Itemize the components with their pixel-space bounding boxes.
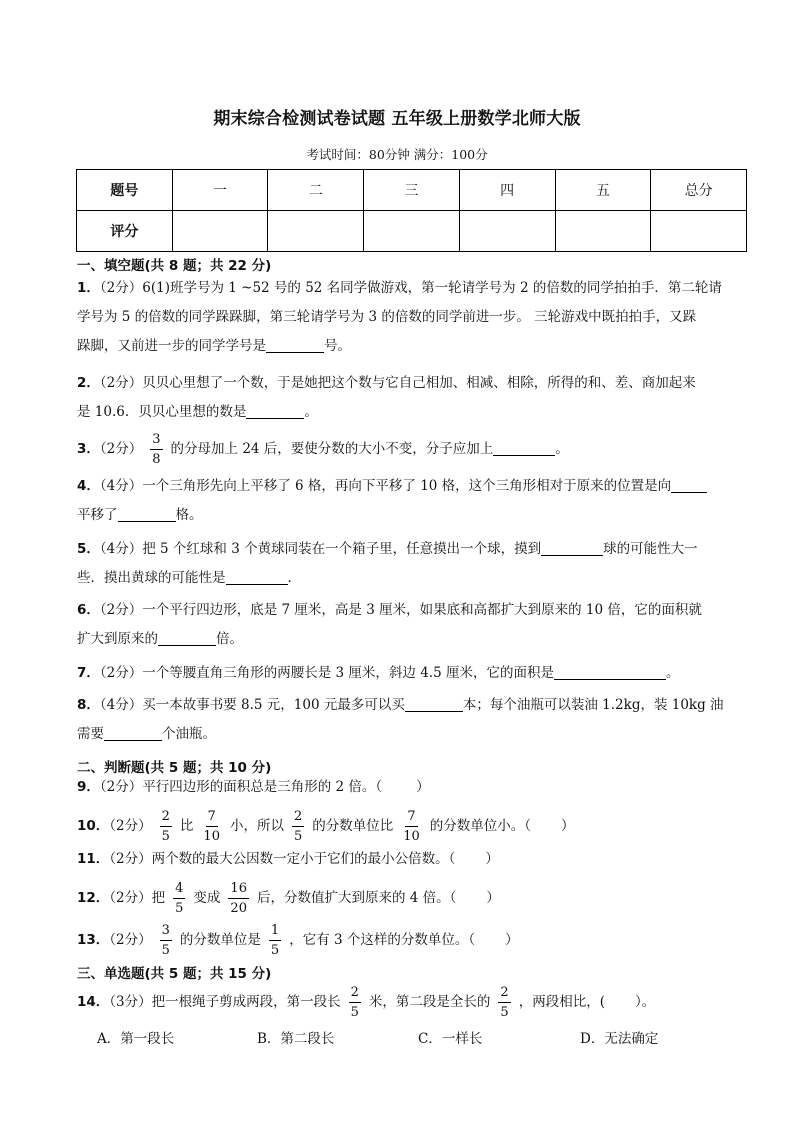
question-number: 6． (77, 602, 100, 618)
question-number: 14． (77, 994, 110, 1010)
question-number: 8． (77, 697, 100, 713)
question-text: 变成 (193, 890, 221, 906)
question-points: （2分） (99, 375, 143, 391)
question-number: 3． (77, 441, 100, 457)
question-text: 一个平行四边形，底是 7 厘米，高是 3 厘米，如果底和高都扩大到原来的 10 倍，它的面积就 (142, 602, 702, 618)
question-text: 需要 (77, 726, 104, 742)
question-number: 11． (77, 851, 110, 867)
score-table-header-row (77, 170, 747, 211)
score-cell-4: 四 (459, 170, 555, 211)
fraction (498, 985, 510, 1020)
question-points: （2分） (109, 932, 152, 948)
score-cell-3: 三 (364, 170, 460, 211)
question-text: 平行四边形的面积总是三角形的 2 倍。（ (142, 779, 383, 795)
denominator: 5 (161, 943, 170, 958)
question-text: 把一根绳子剪成两段，第一段长 (151, 994, 341, 1010)
answer-blank[interactable] (671, 477, 707, 493)
question-points: （2分） (99, 779, 143, 795)
score-cell-2: 二 (268, 170, 364, 211)
question-text: 6(1)班学号为 1 ~52 号的 52 名同学做游戏，第一轮请学号为 2 的倍数的同学拍拍手．第二轮请 (142, 280, 722, 296)
question-points: （3分） (109, 994, 152, 1010)
question-text: 号。 (324, 338, 351, 354)
denominator: 5 (270, 943, 280, 958)
answer-blank[interactable] (493, 440, 555, 456)
question-13 (77, 923, 749, 958)
score-input-total[interactable] (651, 211, 747, 252)
question-text: 的分数单位是 (179, 932, 261, 948)
question-3 (77, 432, 749, 467)
question-text: 一个等腰直角三角形的两腰长是 3 厘米，斜边 4.5 厘米，它的面积是 (142, 665, 554, 681)
question-text: 把 5 个红球和 3 个黄球同装在一个箱子里，任意摸出一个球，摸到 (142, 541, 542, 557)
score-cell-5: 五 (555, 170, 651, 211)
question-text: 后，分数值扩大到原来的 4 倍。（ (256, 890, 457, 906)
answer-blank[interactable] (405, 696, 463, 712)
denominator: 5 (175, 901, 184, 916)
question-text: 跺脚，又前进一步的同学学号是 (77, 338, 266, 354)
fraction (269, 923, 281, 958)
score-cell-1: 一 (172, 170, 268, 211)
question-text: 倍。 (216, 631, 243, 647)
numerator: 2 (292, 809, 304, 827)
question-text: 球的可能性大一 (603, 541, 698, 557)
answer-blank[interactable] (158, 630, 216, 646)
answer-blank[interactable] (541, 540, 603, 556)
question-number: 9． (77, 779, 100, 795)
question-10 (77, 809, 749, 844)
section-heading-true-false: 二、判断题(共 5 题；共 10 分) (77, 760, 272, 776)
question-text: 小，所以 (229, 818, 284, 834)
question-points: （4分） (99, 478, 143, 494)
question-points: （2分） (99, 441, 143, 457)
exam-meta: 考试时间：80分钟 满分：100分 (306, 147, 488, 162)
score-input-3[interactable] (364, 211, 460, 252)
denominator: 5 (161, 829, 170, 844)
fraction (201, 809, 222, 844)
question-number: 12． (77, 890, 110, 906)
question-points: （2分） (99, 280, 143, 296)
question-text: 把 (151, 890, 166, 906)
question-number: 13． (77, 932, 110, 948)
question-number: 7． (77, 665, 100, 681)
question-text: 买一本故事书要 8.5 元，100 元最多可以买 (142, 697, 405, 713)
question-points: （2分） (109, 851, 152, 867)
question-11 (77, 845, 749, 874)
numerator: 2 (498, 985, 510, 1003)
score-input-1[interactable] (172, 211, 268, 252)
fraction (228, 881, 249, 916)
question-points: （2分） (99, 602, 143, 618)
denominator: 5 (350, 1005, 359, 1020)
question-7 (77, 659, 749, 688)
fraction (401, 809, 422, 844)
question-number: 5． (77, 541, 100, 557)
question-text: ） (485, 851, 499, 867)
score-input-2[interactable] (268, 211, 364, 252)
question-points: （2分） (99, 665, 143, 681)
answer-blank[interactable] (266, 337, 324, 353)
question-text: 的分数单位比 (312, 818, 394, 834)
question-text: 的分数单位小。（ (429, 818, 532, 834)
fraction (160, 809, 172, 844)
question-text: 。 (304, 404, 318, 420)
fraction (173, 881, 185, 916)
question-number: 10． (77, 818, 110, 834)
denominator: 8 (152, 452, 161, 467)
numerator: 2 (160, 809, 172, 827)
question-2 (77, 369, 749, 427)
score-cell-label: 题号 (77, 170, 173, 211)
fraction (160, 923, 172, 958)
denominator: 5 (500, 1005, 509, 1020)
question-text: 一个三角形先向上平移了 6 格，再向下平移了 10 格，这个三角形相对于原来的位置是向 (142, 478, 672, 494)
question-text: 的分母加上 24 后，要使分数的大小不变，分子应加上 (170, 441, 494, 457)
question-text: 贝贝心里想了一个数，于是她把这个数与它自己相加、相减、相除，所得的和、差、商加起来 (142, 375, 696, 391)
question-12 (77, 881, 749, 916)
question-4 (77, 472, 749, 530)
denominator: 10 (403, 829, 420, 844)
question-text: ）。 (634, 994, 656, 1010)
question-text: ） (561, 818, 575, 834)
fraction (349, 985, 361, 1020)
question-text: 。 (665, 665, 680, 681)
question-text: 本；每个油瓶可以装油 1.2kg，装 10kg 油 (462, 697, 724, 713)
question-number: 4． (77, 478, 100, 494)
question-text: ） (505, 932, 519, 948)
numerator: 16 (228, 881, 249, 899)
question-text: ） (416, 779, 430, 795)
question-number: 1． (77, 280, 100, 296)
option-c[interactable]: C．一样长 (418, 1031, 483, 1047)
question-text: ） (486, 890, 500, 906)
question-text: 些．摸出黄球的可能性是 (77, 570, 226, 586)
answer-blank[interactable] (118, 506, 176, 522)
question-points: （2分） (109, 818, 152, 834)
section-heading-fill-blank: 一、填空题(共 8 题；共 22 分) (77, 258, 272, 274)
option-a[interactable]: A．第一段长 (97, 1031, 175, 1047)
score-input-4[interactable] (459, 211, 555, 252)
question-points: （2分） (109, 890, 152, 906)
score-cell-total: 总分 (651, 170, 747, 211)
question-text: 是 10.6．贝贝心里想的数是 (77, 404, 247, 420)
fraction (292, 809, 304, 844)
score-table-score-row (77, 211, 747, 252)
numerator: 4 (173, 881, 185, 899)
question-text: 学号为 5 的倍数的同学跺跺脚，第三轮请学号为 3 的倍数的同学前进一步。 三轮游戏中既拍拍手，又跺 (77, 309, 697, 325)
denominator: 10 (203, 829, 220, 844)
option-b[interactable]: B．第二段长 (257, 1031, 335, 1047)
question-text: 比 (179, 818, 194, 834)
answer-blank[interactable] (226, 569, 288, 585)
question-text: 米，第二段是全长的 (368, 994, 491, 1010)
question-points: （4分） (99, 697, 143, 713)
fraction (150, 432, 162, 467)
question-6 (77, 596, 749, 654)
question-text: 平移了 (77, 507, 118, 523)
numerator: 3 (160, 923, 172, 941)
question-14 (77, 985, 749, 1020)
question-text: 个油瓶。 (162, 726, 216, 742)
page-title: 期末综合检测试卷试题 五年级上册数学北师大版 (213, 109, 581, 129)
answer-blank[interactable] (554, 664, 666, 680)
option-d[interactable]: D．无法确定 (580, 1031, 659, 1047)
numerator: 1 (269, 923, 281, 941)
question-text: 两个数的最大公因数一定小于它们的最小公倍数。（ (151, 851, 456, 867)
question-number: 2． (77, 375, 100, 391)
score-input-5[interactable] (555, 211, 651, 252)
denominator: 5 (293, 829, 303, 844)
question-text: 扩大到原来的 (77, 631, 158, 647)
question-text: ． (287, 570, 301, 586)
numerator: 3 (150, 432, 162, 450)
answer-blank[interactable] (104, 725, 162, 741)
answer-blank[interactable] (246, 403, 304, 419)
question-5 (77, 535, 749, 593)
numerator: 7 (405, 809, 417, 827)
question-points: （4分） (99, 541, 143, 557)
question-text: 格。 (175, 507, 203, 523)
numerator: 7 (206, 809, 218, 827)
section-heading-single-choice: 三、单选题(共 5 题；共 15 分) (77, 966, 272, 982)
question-text: 。 (555, 441, 569, 457)
score-row-label: 评分 (77, 211, 173, 252)
question-text: ，它有 3 个这样的分数单位。（ (289, 932, 476, 948)
question-9 (77, 773, 749, 802)
numerator: 2 (349, 985, 361, 1003)
question-8 (77, 691, 749, 749)
score-table (76, 169, 747, 252)
question-text: ，两段相比，( (518, 994, 605, 1010)
denominator: 20 (230, 901, 247, 916)
